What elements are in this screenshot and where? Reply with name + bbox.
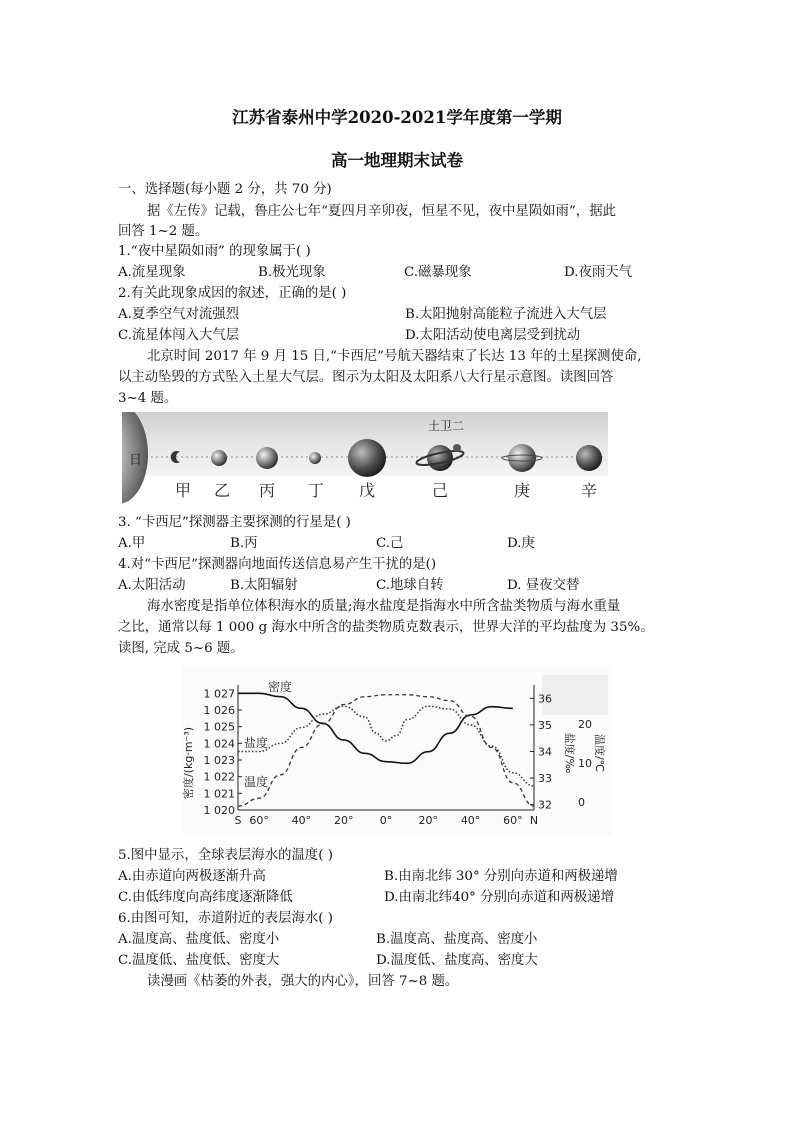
q6-option-c: C.温度低、盐度低、密度大 [118,953,280,968]
moon-enceladus-icon [453,444,461,452]
exam-subtitle: 高一地理期末试卷 [331,151,463,170]
passage2-line3: 3~4 题。 [118,391,178,406]
temperature-tick-label: 10 [578,757,592,771]
q2-option-a: A.夏季空气对流强烈 [118,307,240,322]
density-tick-label: 1 025 [203,720,235,734]
planet-earth-icon [256,447,278,469]
section-heading: 一、选择题(每小题 2 分，共 70 分) [118,182,332,197]
q5-option-b: B.由南北纬 30° 分别向赤道和两极递增 [384,869,618,884]
x-tick-label: 60° [503,814,523,827]
x-tick-label: N [529,814,539,827]
q3-option-c: C.己 [376,536,404,551]
salinity-tick-label: 36 [538,692,552,706]
density-tick-label: 1 022 [203,770,235,784]
salinity-series-label: 盐度 [244,736,269,750]
q4-option-a: A.太阳活动 [118,578,186,593]
planet-label-8: 辛 [581,481,598,500]
salinity-tick-label: 33 [538,772,552,786]
q1-option-b: B.极光现象 [258,265,326,280]
density-series-label: 密度 [268,680,293,694]
salinity-tick-label: 35 [538,718,552,732]
passage2-line1: 北京时间 2017 年 9 月 15 日,“卡西尼”号航天器结束了长达 13 年的土星探测使命, [147,349,642,364]
planet-jupiter-icon [348,439,386,477]
planet-label-2: 乙 [214,481,231,500]
q3-stem: 3. “卡西尼”探测器主要探测的行星是( ) [118,515,351,530]
ocean-chart [182,665,612,835]
q5-stem: 5.图中显示，全球表层海水的温度( ) [118,848,333,863]
density-tick-label: 1 026 [203,704,235,717]
q2-option-b: B.太阳抛射高能粒子流进入大气层 [405,307,607,322]
sun-label: 日 [129,453,143,468]
q3-option-b: B.丙 [230,536,258,551]
q2-stem: 2.有关此现象成因的叙述，正确的是( ) [118,286,347,301]
x-tick-label: 20° [333,814,354,827]
density-tick-label: 1 020 [203,804,235,817]
planet-mars-icon [309,452,321,464]
temperature-tick-label: 0 [578,796,585,810]
passage3-line3: 读图, 完成 5~6 题。 [118,641,244,656]
temperature-tick-label: 20 [578,718,592,732]
q1-option-d: D.夜雨天气 [564,265,633,280]
q5-option-a: A.由赤道向两极逐渐升高 [118,869,266,884]
planet-label-4: 丁 [308,481,325,500]
moon-label: 土卫二 [428,419,465,433]
q4-option-d: D. 昼夜交替 [507,578,580,593]
exam-title: 江苏省泰州中学2020-2021学年度第一学期 [232,108,562,127]
temperature-axis-label: 温度/℃ [593,733,606,773]
density-tick-label: 1 024 [203,737,235,751]
planet-neptune-icon [576,445,602,471]
planet-venus-icon [211,450,227,466]
planet-label-6: 己 [432,481,449,500]
q3-option-d: D.庚 [507,536,535,551]
q6-option-a: A.温度高、盐度低、密度小 [118,932,280,947]
salinity-tick-label: 32 [538,798,552,812]
q1-stem: 1.“夜中星陨如雨” 的现象属于( ) [118,244,311,259]
x-tick-label: 40° [460,814,481,827]
q4-option-b: B.太阳辐射 [230,578,298,593]
q2-option-c: C.流星体闯入大气层 [118,328,240,343]
planet-label-7: 庚 [514,481,531,500]
q1-option-a: A.流星现象 [118,265,186,280]
q1-option-c: C.磁暴现象 [404,265,472,280]
q2-option-d: D.太阳活动使电离层受到扰动 [405,328,581,343]
x-tick-label: 40° [291,814,312,827]
passage2-line2: 以主动坠毁的方式坠入土星大气层。图示为太阳及太阳系八大行星示意图。读图回答 [118,370,614,385]
density-tick-label: 1 021 [203,787,235,801]
salinity-tick-label: 34 [538,745,552,759]
q6-option-b: B.温度高、盐度高、密度小 [376,932,538,947]
solar-system-figure [122,412,608,504]
x-tick-label: 20° [418,814,439,827]
passage4-line1: 读漫画《枯萎的外表，强大的内心》，回答 7~8 题。 [147,974,459,989]
passage1-line2: 回答 1~2 题。 [118,224,209,239]
density-axis-label: 密度/(kg·m⁻³) [182,726,195,800]
planet-label-5: 戊 [359,481,376,500]
planet-label-3: 丙 [259,481,276,500]
q3-option-a: A.甲 [118,536,146,551]
temperature-series-label: 温度 [244,775,269,789]
passage3-line2: 之比，通常以每 1 000 g 海水中所含的盐类物质克数表示，世界大洋的平均盐度为 35%。 [118,620,654,635]
q5-option-c: C.由低纬度向高纬度逐渐降低 [118,890,293,905]
q5-option-d: D.由南北纬40° 分别向赤道和两极递增 [384,890,614,905]
q6-stem: 6.由图可知，赤道附近的表层海水( ) [118,911,333,926]
q4-stem: 4.对“卡西尼”探测器向地面传送信息易产生干扰的是() [118,557,437,572]
density-tick-label: 1 023 [203,754,235,767]
x-tick-label: 0° [379,814,393,827]
x-tick-label: S [234,814,242,827]
passage1-line1: 据《左传》记载，鲁庄公七年“夏四月辛卯夜，恒星不见，夜中星陨如雨”，据此 [147,204,616,219]
density-tick-label: 1 027 [203,687,235,701]
q6-option-d: D.温度低、盐度高、密度大 [376,953,538,968]
q4-option-c: C.地球自转 [376,578,444,593]
x-tick-label: 60° [249,814,269,827]
planet-label-1: 甲 [175,481,192,500]
passage3-line1: 海水密度是指单位体积海水的质量;海水盐度是指海水中所含盐类物质与海水重量 [147,599,621,614]
salinity-axis-label: 盐度/‰ [563,732,576,774]
